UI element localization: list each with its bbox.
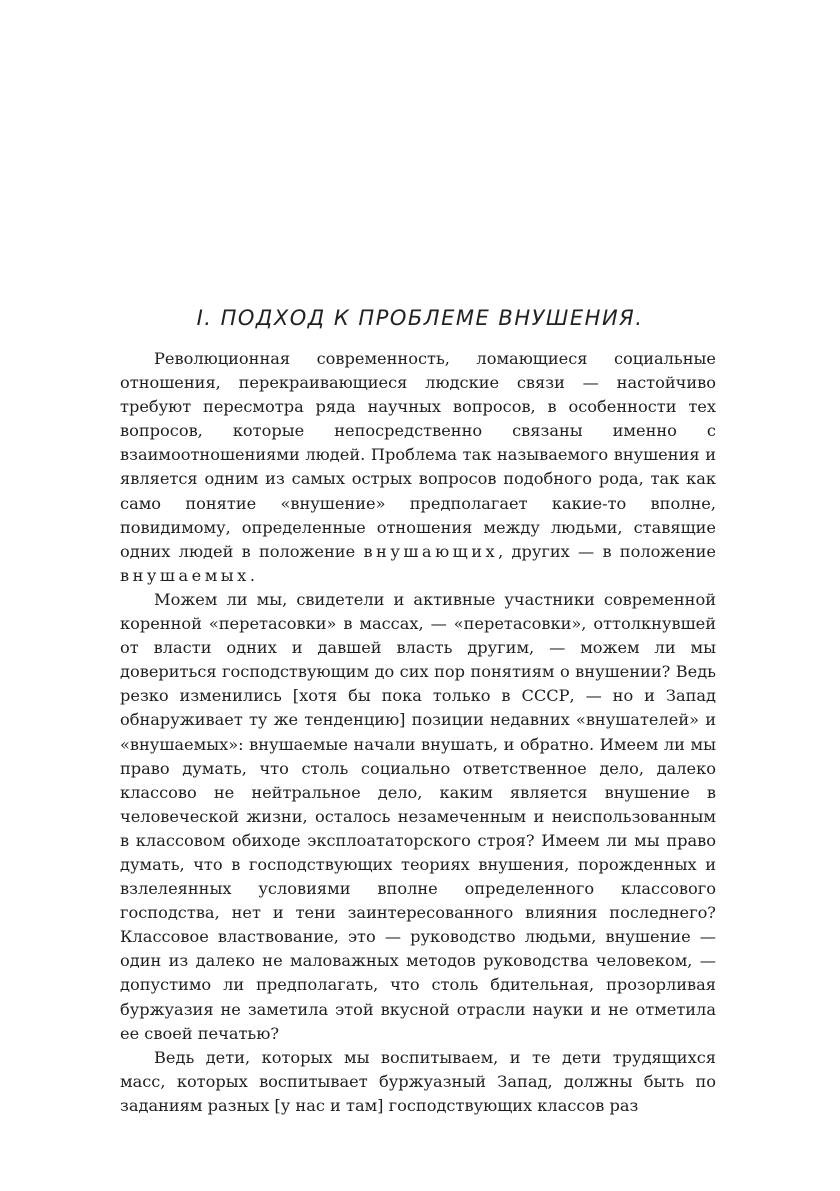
emphasis-vnushayushchikh: внушающих [363, 541, 499, 561]
paragraph-2: Можем ли мы, свидетели и активные участники современной коренной «перетасовки» в массах, — «перетасовки», оттолкнувшей от власти одних и давшей власть другим, — можем ли мы довериться господствующим до сих пор понятиям о внушении? Ведь резко изменились [хотя бы пока только в СССР, — но и Запад обнаруживает ту же тенденцию] позиции недавних «внушателей» и «внушаемых»: внушаемые начали внушать, и обратно. Имеем ли мы право думать, что столь социально ответственное дело, далеко классово не нейтральное дело, каким является внушение в человеческой жизни, осталось незамеченным и неиспользованным в классовом обиходе эксплоататорского строя? Имеем ли мы право думать, что в господствующих теориях внушения, порожденных и взлелеянных условиями вполне определенного классового господства, нет и тени заинтересованного влияния последнего? Классовое властвование, это — руководство людьми, внушение — один из далеко не маловажных методов руководства человеком, — допустимо ли предполагать, что столь бдительная, прозорливая буржуазия не заметила этой вкусной отрасли науки и не отметила ее своей печатью? [120, 589, 716, 1043]
paragraph-1-part-a: Революционная современность, ломающиеся социальные отношения, перекраивающиеся людские связи — настойчиво требуют пересмотра ряда научных вопросов, в особенности тех вопросов, которые непосредственно связаны именно с взаимоотношениями людей. Проблема так называемого внушения и является одним из самых острых вопросов подобного рода, так как само понятие «внушение» предполагает какие-то вполне, повидимому, определенные отношения между людьми, ставящие одних людей в положение [120, 349, 716, 561]
paragraph-1 [120, 347, 716, 588]
chapter-title: I. ПОДХОД К ПРОБЛЕМЕ ВНУШЕНИЯ. [196, 306, 644, 330]
body-text [120, 347, 716, 1118]
paragraph-3: Ведь дети, которых мы воспитываем, и те дети трудящихся масс, которых воспитывает буржуазный Запад, должны быть по заданиям разных [у нас и там] господствующих классов раз [120, 1047, 716, 1115]
paragraph-1-part-c: , других — в положение [498, 541, 716, 561]
paragraph-1-part-e: . [249, 565, 255, 585]
emphasis-vnushaemykh: внушаемых [120, 565, 250, 585]
